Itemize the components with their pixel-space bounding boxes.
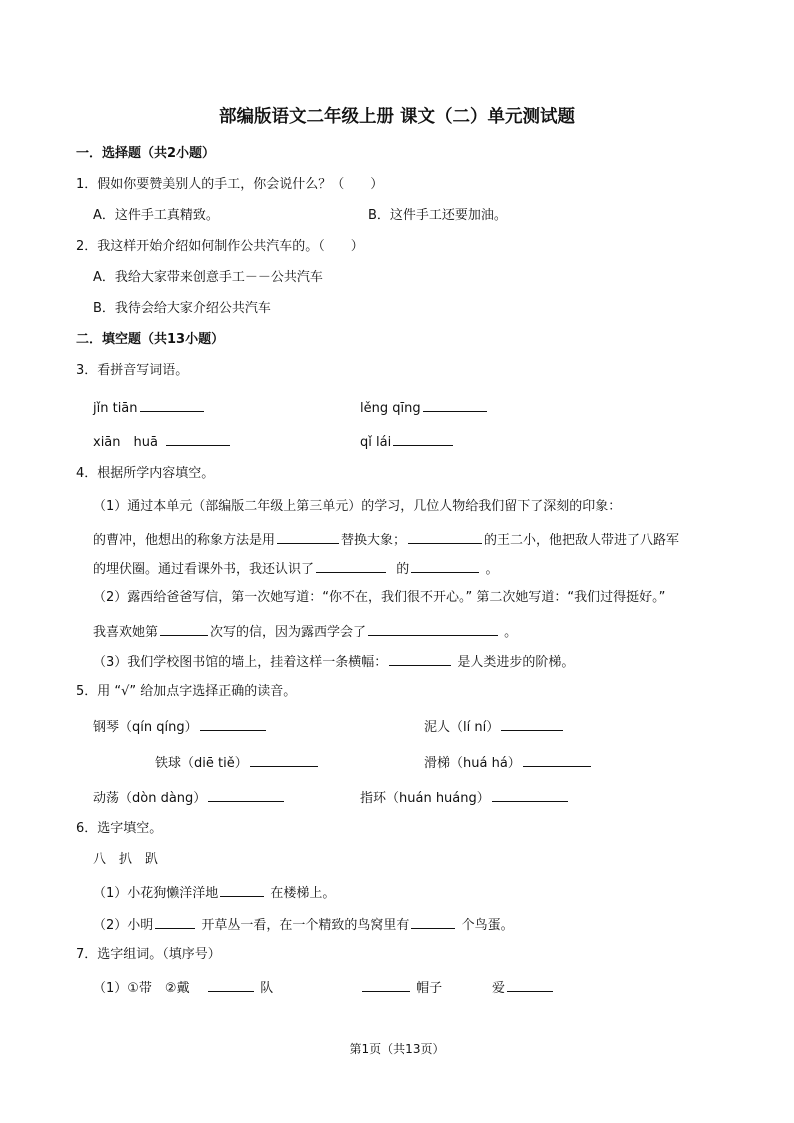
pinyin-text: jǐn tiān: [93, 401, 138, 416]
question-1-stem: 1．假如你要赞美别人的手工，你会说什么？（ ）: [76, 177, 384, 192]
text-segment: 我喜欢她第: [93, 625, 159, 640]
question-6-stem: 6．选字填空。: [76, 821, 163, 836]
answer-blank[interactable]: [277, 529, 339, 544]
answer-blank[interactable]: [501, 716, 563, 731]
answer-blank[interactable]: [389, 651, 451, 666]
question-2-option-a: A．我给大家带来创意手工－－公共汽车: [93, 270, 323, 285]
question-4-stem: 4．根据所学内容填空。: [76, 466, 215, 481]
question-6-line: [93, 882, 335, 903]
text-segment: （2）小明: [93, 918, 154, 933]
pinyin-text: lěng qīng: [360, 401, 421, 416]
answer-blank[interactable]: [411, 558, 479, 573]
character-choices: 八 扒 趴: [93, 852, 159, 867]
answer-blank[interactable]: [423, 397, 487, 412]
question-2-stem: 2．我这样开始介绍如何制作公共汽车的。（ ）: [76, 239, 364, 254]
text-segment: 泥人（lí ní）: [424, 720, 500, 735]
answer-blank[interactable]: [160, 621, 208, 636]
reading-item: [360, 787, 570, 808]
question-7-item: [492, 977, 555, 998]
question-5-stem: 5．用 “√” 给加点字选择正确的读音。: [76, 684, 297, 699]
answer-blank[interactable]: [393, 431, 453, 446]
answer-blank[interactable]: [166, 431, 230, 446]
question-4-line: [93, 651, 574, 672]
text-segment: 的王二小，他把敌人带进了八路军: [484, 533, 680, 548]
question-7-stem: 7．选字组词。（填序号）: [76, 947, 221, 962]
answer-blank[interactable]: [362, 977, 410, 992]
text-segment: 的: [396, 562, 410, 577]
reading-item: [93, 716, 268, 737]
answer-blank[interactable]: [200, 716, 266, 731]
text-segment: （1）小花狗懒洋洋地: [93, 886, 219, 901]
reading-item: [93, 787, 286, 808]
question-1-option-b: B．这件手工还要加油。: [368, 208, 507, 223]
answer-blank[interactable]: [208, 977, 254, 992]
text-segment: 替换大象；: [341, 533, 407, 548]
text-segment: 是人类进步的阶梯。: [457, 655, 575, 670]
text-segment: 钢琴（qín qíng）: [93, 720, 198, 735]
page-footer: 第1页（共13页）: [349, 1042, 445, 1056]
pinyin-item: [360, 397, 489, 418]
text-segment: 铁球（diē tiě）: [155, 756, 248, 771]
question-4-line: （1）通过本单元（部编版二年级上第三单元）的学习，几位人物给我们留下了深刻的印象：: [93, 499, 622, 514]
answer-blank[interactable]: [140, 397, 204, 412]
answer-blank[interactable]: [208, 787, 284, 802]
answer-blank[interactable]: [523, 752, 591, 767]
text-segment: 滑梯（huá há）: [424, 756, 521, 771]
answer-blank[interactable]: [155, 914, 195, 929]
answer-blank[interactable]: [316, 558, 386, 573]
text-segment: 爱: [492, 981, 506, 996]
question-2-option-b: B．我待会给大家介绍公共汽车: [93, 301, 271, 316]
text-segment: 指环（huán huáng）: [360, 791, 490, 806]
pinyin-item: [93, 431, 232, 452]
question-1-option-a: A．这件手工真精致。: [93, 208, 219, 223]
answer-blank[interactable]: [250, 752, 318, 767]
text-segment: （3）我们学校图书馆的墙上，挂着这样一条横幅：: [93, 655, 388, 670]
answer-blank[interactable]: [408, 529, 482, 544]
pinyin-text: xiān huā: [93, 435, 158, 450]
pinyin-text: qǐ lái: [360, 435, 392, 450]
answer-blank[interactable]: [220, 882, 264, 897]
reading-item: [155, 752, 320, 773]
pinyin-item: [360, 431, 455, 452]
pinyin-item: [93, 397, 206, 418]
text-segment: 帽子: [416, 981, 443, 996]
reading-item: [424, 716, 565, 737]
page-title: 部编版语文二年级上册 课文（二）单元测试题: [218, 107, 576, 127]
text-segment: 开草丛一看，在一个精致的鸟窝里有: [201, 918, 410, 933]
text-segment: 次写的信，因为露西学会了: [210, 625, 367, 640]
question-4-line: [93, 621, 517, 642]
text-segment: 。: [485, 562, 499, 577]
question-4-line: （2）露西给爸爸写信，第一次她写道：“你不在，我们很不开心。” 第二次她写道：“我们过得挺好。”: [93, 590, 666, 605]
text-segment: 动荡（dòn dàng）: [93, 791, 207, 806]
answer-blank[interactable]: [492, 787, 568, 802]
question-6-line: [93, 914, 514, 935]
text-segment: 的埋伏圈。通过看课外书，我还认识了: [93, 562, 315, 577]
text-segment: 。: [504, 625, 518, 640]
answer-blank[interactable]: [507, 977, 553, 992]
text-segment: （1）①带 ②戴: [93, 981, 190, 996]
question-7-item: [360, 977, 442, 998]
text-segment: 的曹冲，他想出的称象方法是用: [93, 533, 276, 548]
answer-blank[interactable]: [411, 914, 455, 929]
text-segment: 个鸟蛋。: [461, 918, 514, 933]
text-segment: 在楼梯上。: [270, 886, 336, 901]
section-heading-choice: 一．选择题（共2小题）: [76, 146, 216, 161]
question-3-stem: 3．看拼音写词语。: [76, 363, 189, 378]
text-segment: 队: [260, 981, 274, 996]
question-4-line: [93, 558, 498, 579]
answer-blank[interactable]: [368, 621, 498, 636]
question-7-line: [93, 977, 273, 998]
question-4-line: [93, 529, 679, 550]
reading-item: [424, 752, 593, 773]
section-heading-fill: 二．填空题（共13小题）: [76, 332, 225, 347]
